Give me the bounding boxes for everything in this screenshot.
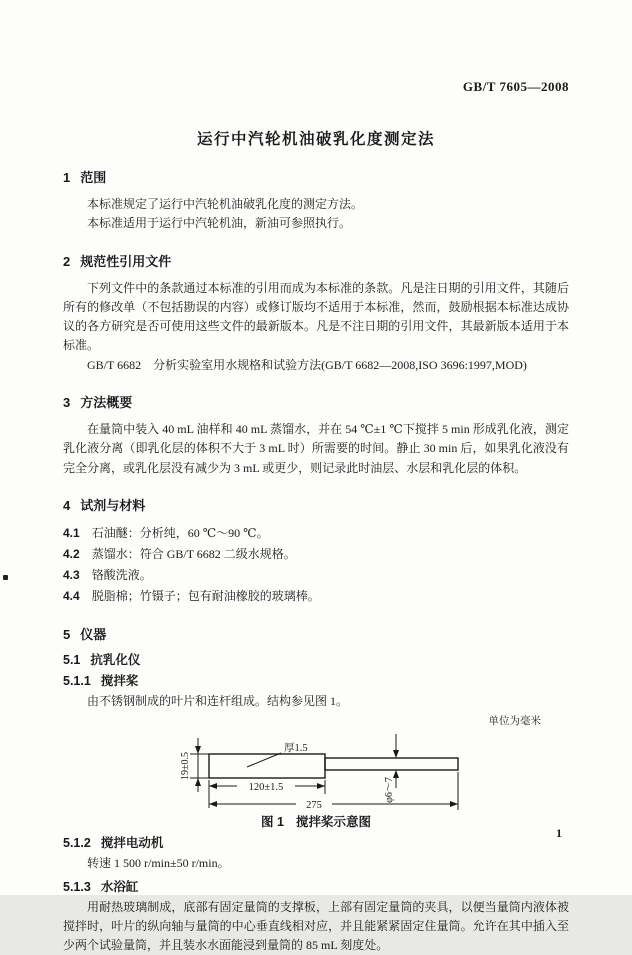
clause-number: 5.1 [63, 652, 81, 667]
subsection-5-1-3-heading [63, 879, 569, 895]
section-1-heading [63, 170, 569, 185]
clause-number: 5.1.2 [63, 836, 91, 851]
paragraph-normative-refs: 下列文件中的条款通过本标准的引用而成为本标准的条款。凡是注日期的引用文件，其随后所有的修改单（不包括勘误的内容）或修订版均不适用于本标准，然而，鼓励根据本标准达成协议的各方研究是否可使用这些文件的最新版本。凡是不注日期的引用文件，其最新版本适用于本标准。 [63, 280, 569, 353]
section-title: 仪器 [80, 626, 107, 642]
dim-thickness-label: 厚1.5 [284, 743, 308, 755]
section-number: 2 [63, 253, 71, 269]
dim-height-label: 19±0.5 [180, 752, 191, 781]
section-number: 5 [63, 626, 71, 642]
clause-title: 抗乳化仪 [90, 652, 141, 667]
clause-text: 脱脂棉；竹镊子；包有耐油橡胶的玻璃棒。 [91, 588, 320, 603]
standard-code: GB/T 7605—2008 [462, 79, 569, 94]
stirring-paddle-figure [63, 728, 569, 814]
clause-number: 4.3 [63, 567, 80, 582]
document-title: 运行中汽轮机油破乳化度测定法 [196, 131, 435, 148]
paragraph-method-summary: 在量筒中装入 40 mL 油样和 40 mL 蒸馏水，并在 54 ℃±1 ℃下搅拌 5 min 形成乳化液，测定乳化液分离（即乳化层的体积不大于 3 mL 时）所需要的时间。静止 30 min 后，如果乳化液没有完全分离，或乳化层没有减少为 3 mL 或更少，则记录此时油层、水层和乳化层的体积。 [63, 422, 569, 475]
clause-number: 4.2 [63, 546, 80, 561]
dim-rod-diameter-label: φ6～7 [384, 777, 395, 804]
clause-title: 搅拌桨 [100, 673, 139, 688]
clause-title: 水浴缸 [100, 879, 139, 894]
paragraph-water-bath: 用耐热玻璃制成，底部有固定量筒的支撑板，上部有固定量筒的夹具，以便当量筒内液体被搅拌时，叶片的纵向轴与量筒的中心垂直线相对应，并且能紧紧固定住量筒。允许在其中插入至少两个试验量筒，并且装水水面能浸到量筒的 85 mL 刻度处。 [63, 899, 569, 953]
clause-text: 铬酸洗液。 [91, 567, 152, 582]
clause-text: 石油醚：分析纯，60 ℃～90 ℃。 [91, 525, 269, 540]
section-title: 试剂与材料 [80, 497, 146, 513]
section-title: 规范性引用文件 [80, 253, 172, 269]
subsection-5-1-1-heading [63, 673, 569, 689]
clause-number: 4.1 [63, 525, 80, 540]
figure-number: 图 1 [261, 815, 284, 830]
subsection-5-1-2-heading [63, 835, 569, 851]
section-number: 1 [63, 170, 71, 185]
paddle-rod-outline [325, 758, 458, 770]
clause-title: 搅拌电动机 [100, 836, 164, 851]
section-title: 方法概要 [80, 395, 133, 411]
height-dimension [180, 738, 209, 792]
section-2-heading [63, 254, 569, 269]
scan-artifact [3, 575, 8, 580]
paragraph-stirring-paddle: 由不锈钢制成的叶片和连杆组成。结构参见图 1。 [87, 693, 349, 708]
clause-item [63, 565, 569, 586]
paddle-blade-outline [209, 754, 325, 778]
subsection-5-1-heading [63, 652, 569, 668]
paragraph-scope-2: 本标准适用于运行中汽轮机油，新油可参照执行。 [87, 216, 352, 231]
dim-total-length-label: 275 [306, 800, 322, 812]
section-number: 4 [63, 497, 71, 513]
clause-item [63, 523, 569, 544]
section-3-heading [63, 395, 569, 410]
figure-caption [63, 815, 569, 830]
reference-entry: GB/T 6682 分析实验室用水规格和试验方法(GB/T 6682—2008,ISO 3696:1997,MOD) [87, 357, 527, 372]
dim-blade-length-label: 120±1.5 [248, 782, 284, 794]
section-title: 范围 [80, 170, 107, 185]
paragraph-stirring-motor: 转速 1 500 r/min±50 r/min。 [87, 856, 230, 871]
page-number: 1 [556, 826, 562, 840]
section-5-heading [63, 627, 569, 642]
clause-number: 5.1.3 [63, 879, 91, 894]
rod-diameter-dimension [384, 734, 399, 803]
figure-unit-note: 单位为毫米 [488, 716, 541, 728]
section-number: 3 [63, 395, 71, 411]
clause-item [63, 544, 569, 565]
clause-text: 蒸馏水：符合 GB/T 6682 二级水规格。 [91, 546, 296, 561]
clause-item [63, 586, 569, 607]
figure-title: 搅拌桨示意图 [295, 815, 371, 830]
clause-number: 4.4 [63, 588, 80, 603]
clause-number: 5.1.1 [63, 673, 91, 688]
section-4-heading [63, 498, 569, 513]
paragraph-scope-1: 本标准规定了运行中汽轮机油破乳化度的测定方法。 [87, 197, 364, 211]
